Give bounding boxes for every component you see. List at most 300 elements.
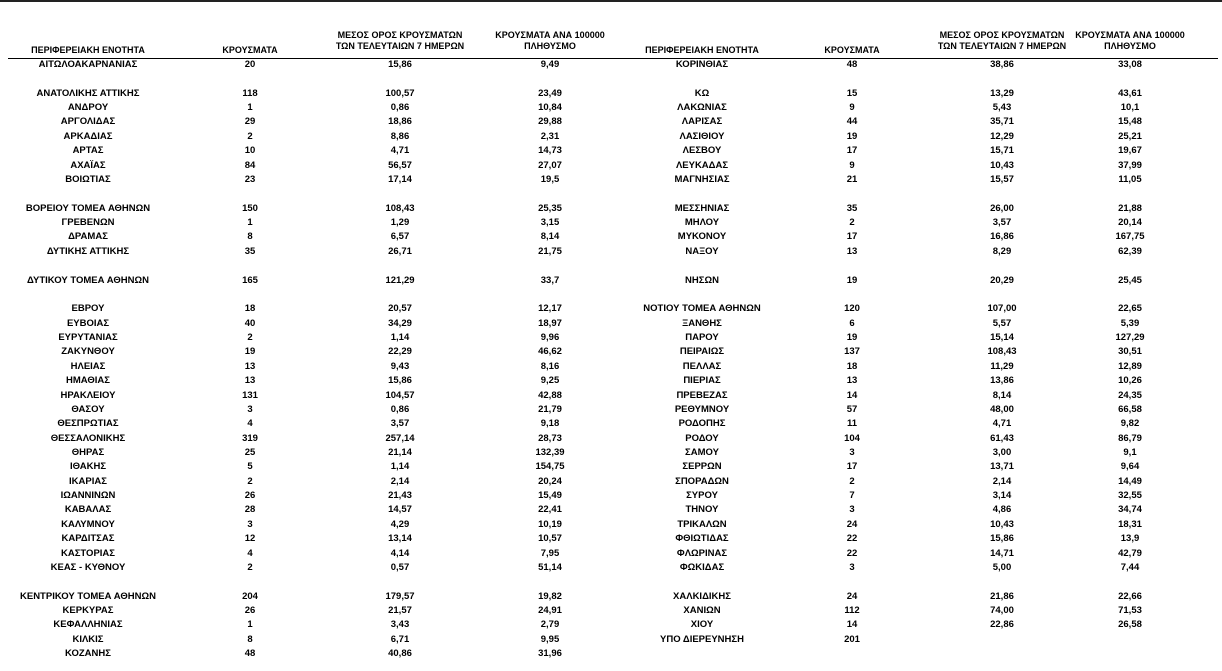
left-row-name — [8, 289, 168, 301]
right-row-per: 34,74 — [1118, 504, 1142, 516]
left-row-cases: 1 — [247, 217, 253, 229]
right-row-per: 30,51 — [1118, 346, 1142, 358]
left-row-cases: 8 — [247, 231, 253, 243]
right-row-cases: 3 — [849, 561, 855, 573]
right-row-name: ΜΑΓΝΗΣΙΑΣ — [674, 173, 730, 185]
right-row-cases: 57 — [846, 403, 858, 415]
right-row-avg: 61,43 — [990, 432, 1014, 444]
left-row-name: ΘΗΡΑΣ — [71, 446, 105, 458]
left-row-per: 10,57 — [538, 533, 562, 545]
right-row-avg: 20,29 — [990, 274, 1014, 286]
right-row-cases: 104 — [844, 432, 860, 444]
left-row-name — [8, 73, 168, 85]
left-row-name: ΒΟΡΕΙΟΥ ΤΟΜΕΑ ΑΘΗΝΩΝ — [25, 202, 151, 214]
left-row-name — [8, 188, 168, 200]
left-row-name — [8, 260, 168, 272]
left-row-name: ΑΙΤΩΛΟΑΚΑΡΝΑΝΙΑΣ — [38, 59, 138, 70]
right-row-cases: 6 — [849, 317, 855, 329]
right-row-per: 21,88 — [1118, 202, 1142, 214]
left-row-avg: 4,14 — [390, 547, 410, 559]
left-row-avg: 179,57 — [385, 590, 415, 602]
right-row-name: ΦΛΩΡΙΝΑΣ — [676, 547, 728, 559]
right-row-per — [1040, 576, 1220, 588]
header-avg7-left-2: ΤΩΝ ΤΕΛΕΥΤΑΙΩΝ 7 ΗΜΕΡΩΝ — [335, 41, 465, 51]
right-row-cases: 3 — [849, 504, 855, 516]
right-row-name: ΧΙΟΥ — [690, 619, 714, 631]
left-row-per: 19,5 — [540, 173, 560, 185]
right-row-avg: 13,29 — [990, 87, 1014, 99]
right-row-avg: 15,57 — [990, 173, 1014, 185]
left-row-per: 46,62 — [538, 346, 562, 358]
right-row-cases: 17 — [846, 145, 858, 157]
right-row-per: 33,08 — [1118, 59, 1142, 70]
left-row-name: ΙΩΑΝΝΙΝΩΝ — [60, 490, 116, 502]
right-row-cases: 17 — [846, 231, 858, 243]
header-per100k-left-1: ΚΡΟΥΣΜΑΤΑ ΑΝΑ 100000 — [495, 30, 605, 40]
left-row-cases: 20 — [244, 59, 256, 70]
right-row-name: ΤΗΝΟΥ — [685, 504, 719, 516]
right-row-cases: 24 — [846, 590, 858, 602]
left-row-cases: 13 — [244, 375, 256, 387]
right-row-name: ΞΑΝΘΗΣ — [682, 317, 722, 329]
right-row-per: 127,29 — [1115, 332, 1145, 344]
right-row-name: ΦΩΚΙΔΑΣ — [679, 561, 725, 573]
right-row-avg: 35,71 — [990, 116, 1014, 128]
left-row-name: ΕΒΡΟΥ — [71, 303, 105, 315]
left-row-name: ΚΕΝΤΡΙΚΟΥ ΤΟΜΕΑ ΑΘΗΝΩΝ — [20, 590, 156, 602]
left-row-name: ΑΡΓΟΛΙΔΑΣ — [60, 116, 116, 128]
left-row-avg: 21,14 — [388, 446, 412, 458]
right-row-name: ΜΥΚΟΝΟΥ — [677, 231, 727, 243]
left-row-avg: 21,57 — [388, 605, 412, 617]
right-row-cases: 17 — [846, 461, 858, 473]
right-row-per: 24,35 — [1118, 389, 1142, 401]
left-row-cases: 28 — [244, 504, 256, 516]
right-row-cases: 15 — [846, 87, 858, 99]
left-row-per: 31,96 — [538, 648, 562, 660]
right-row-per: 11,05 — [1118, 173, 1142, 185]
right-row-cases: 3 — [849, 446, 855, 458]
right-row-per — [1040, 188, 1220, 200]
right-row-avg: 5,57 — [992, 317, 1012, 329]
left-row-avg: 20,57 — [388, 303, 412, 315]
left-row-per: 8,14 — [540, 231, 560, 243]
right-row-avg: 4,71 — [992, 418, 1012, 430]
right-row-per: 37,99 — [1118, 159, 1142, 171]
left-row-per: 21,79 — [538, 403, 562, 415]
header-avg7-right-1: ΜΕΣΟΣ ΟΡΟΣ ΚΡΟΥΣΜΑΤΩΝ — [939, 30, 1065, 40]
right-row-name: ΠΕΛΛΑΣ — [682, 360, 722, 372]
right-row-per: 32,55 — [1118, 490, 1142, 502]
right-row-per — [1040, 634, 1220, 646]
left-row-per: 22,41 — [538, 504, 562, 516]
left-row-per: 9,96 — [540, 332, 560, 344]
left-row-avg: 0,86 — [390, 403, 410, 415]
left-row-cases — [210, 188, 290, 200]
right-row-name — [604, 576, 800, 588]
left-row-name: ΚΕΑΣ - ΚΥΘΝΟΥ — [50, 561, 126, 573]
left-row-cases: 319 — [242, 432, 258, 444]
left-row-cases: 1 — [247, 619, 253, 631]
left-row-name: ΔΥΤΙΚΟΥ ΤΟΜΕΑ ΑΘΗΝΩΝ — [27, 274, 149, 286]
left-row-per: 10,84 — [538, 102, 562, 114]
right-row-name: ΛΑΣΙΘΙΟΥ — [679, 130, 725, 142]
right-row-per: 19,67 — [1118, 145, 1142, 157]
right-row-cases: 19 — [846, 332, 858, 344]
left-row-cases: 12 — [244, 533, 256, 545]
left-row-name: ΘΑΣΟΥ — [71, 403, 105, 415]
right-row-name: ΠΕΙΡΑΙΩΣ — [679, 346, 725, 358]
right-row-name: ΚΩ — [694, 87, 710, 99]
left-row-avg: 26,71 — [388, 245, 412, 257]
right-row-name: ΜΕΣΣΗΝΙΑΣ — [674, 202, 730, 214]
left-row-per: 27,07 — [538, 159, 562, 171]
right-row-per: 12,89 — [1118, 360, 1142, 372]
right-row-name: ΣΠΟΡΑΔΩΝ — [675, 475, 729, 487]
right-row-per: 167,75 — [1115, 231, 1145, 243]
right-row-cases: 13 — [846, 245, 858, 257]
left-row-avg: 100,57 — [385, 87, 415, 99]
right-row-avg: 5,43 — [992, 102, 1012, 114]
right-row-name: ΧΑΝΙΩΝ — [683, 605, 721, 617]
left-row-per: 9,95 — [540, 633, 560, 645]
right-row-per: 10,1 — [1120, 102, 1140, 114]
left-row-cases: 4 — [247, 418, 253, 430]
left-row-avg: 21,43 — [388, 490, 412, 502]
right-row-cases: 14 — [846, 619, 858, 631]
right-row-avg: 12,29 — [990, 130, 1014, 142]
right-row-name — [604, 289, 800, 301]
left-row-avg: 15,86 — [388, 59, 412, 70]
left-row-avg: 56,57 — [388, 159, 412, 171]
left-row-cases: 150 — [242, 202, 258, 214]
left-row-cases: 13 — [244, 360, 256, 372]
left-row-name: ΑΧΑΪΑΣ — [70, 159, 106, 171]
right-row-avg: 48,00 — [990, 403, 1014, 415]
right-row-avg: 5,00 — [992, 561, 1012, 573]
left-row-avg: 6,71 — [390, 633, 410, 645]
right-row-per — [1040, 73, 1220, 85]
left-row-avg: 1,14 — [390, 461, 410, 473]
right-row-per: 71,53 — [1118, 605, 1142, 617]
right-row-cases: 44 — [846, 116, 858, 128]
left-row-per: 12,17 — [538, 303, 562, 315]
left-row-cases: 19 — [244, 346, 256, 358]
right-row-cases: 18 — [846, 360, 858, 372]
left-row-cases: 4 — [247, 547, 253, 559]
right-row-cases: 13 — [846, 375, 858, 387]
left-row-per: 2,79 — [540, 619, 560, 631]
right-row-avg: 13,71 — [990, 461, 1014, 473]
right-row-avg: 38,86 — [990, 59, 1014, 70]
right-row-avg: 13,86 — [990, 375, 1014, 387]
header-cases-left: ΚΡΟΥΣΜΑΤΑ — [222, 45, 278, 55]
left-row-per: 25,35 — [538, 202, 562, 214]
left-row-cases: 40 — [244, 317, 256, 329]
left-row-per: 154,75 — [535, 461, 565, 473]
left-row-name: ΕΥΒΟΙΑΣ — [66, 317, 110, 329]
right-row-cases: 9 — [849, 102, 855, 114]
left-row-per: 20,24 — [538, 475, 562, 487]
right-row-name: ΠΑΡΟΥ — [685, 332, 719, 344]
left-row-name: ΚΕΡΚΥΡΑΣ — [62, 605, 114, 617]
header-region-left: ΠΕΡΙΦΕΡΕΙΑΚΗ ΕΝΟΤΗΤΑ — [31, 45, 145, 55]
left-row-per: 24,91 — [538, 605, 562, 617]
right-row-cases: 21 — [846, 173, 858, 185]
left-row-avg: 6,57 — [390, 231, 410, 243]
left-row-cases: 18 — [244, 303, 256, 315]
right-row-avg: 107,00 — [987, 303, 1017, 315]
right-row-avg: 16,86 — [990, 231, 1014, 243]
left-row-avg: 1,29 — [390, 217, 410, 229]
left-row-name: ΙΚΑΡΙΑΣ — [69, 475, 107, 487]
right-row-per: 22,65 — [1118, 303, 1142, 315]
left-row-cases: 204 — [242, 590, 258, 602]
right-row-cases: 11 — [846, 418, 858, 430]
right-row-avg: 3,57 — [992, 217, 1012, 229]
right-row-name: ΛΕΣΒΟΥ — [682, 145, 722, 157]
right-row-cases: 24 — [846, 518, 858, 530]
right-row-name: ΣΥΡΟΥ — [686, 490, 718, 502]
left-row-name: ΚΑΣΤΟΡΙΑΣ — [61, 547, 115, 559]
right-row-name: ΣΑΜΟΥ — [685, 446, 719, 458]
left-row-per: 42,88 — [538, 389, 562, 401]
left-row-avg: 18,86 — [388, 116, 412, 128]
right-row-per: 13,9 — [1120, 533, 1140, 545]
right-row-name: ΧΑΛΚΙΔΙΚΗΣ — [673, 590, 731, 602]
left-row-per: 21,75 — [538, 245, 562, 257]
left-row-per: 23,49 — [538, 87, 562, 99]
right-row-avg: 26,00 — [990, 202, 1014, 214]
left-row-cases: 2 — [247, 561, 253, 573]
left-row-per: 9,49 — [540, 59, 560, 70]
left-row-avg: 17,14 — [388, 173, 412, 185]
header-region-right: ΠΕΡΙΦΕΡΕΙΑΚΗ ΕΝΟΤΗΤΑ — [645, 45, 759, 55]
right-row-avg: 108,43 — [987, 346, 1017, 358]
left-row-per: 18,97 — [538, 317, 562, 329]
right-row-avg: 15,86 — [990, 533, 1014, 545]
right-row-cases: 2 — [849, 475, 855, 487]
right-row-name: ΤΡΙΚΑΛΩΝ — [677, 518, 727, 530]
right-row-avg: 2,14 — [992, 475, 1012, 487]
left-row-name: ΑΡΤΑΣ — [72, 145, 104, 157]
header-per100k-right-2: ΠΛΗΘΥΣΜΟ — [1104, 41, 1156, 51]
right-row-avg: 15,71 — [990, 145, 1014, 157]
left-row-per: 28,73 — [538, 432, 562, 444]
right-row-per: 20,14 — [1118, 217, 1142, 229]
left-row-cases: 26 — [244, 605, 256, 617]
left-row-cases: 25 — [244, 446, 256, 458]
left-row-name: ΑΝΑΤΟΛΙΚΗΣ ΑΤΤΙΚΗΣ — [36, 87, 140, 99]
right-row-cases: 201 — [844, 633, 860, 645]
left-row-cases: 2 — [247, 475, 253, 487]
header-avg7-left-1: ΜΕΣΟΣ ΟΡΟΣ ΚΡΟΥΣΜΑΤΩΝ — [337, 30, 463, 40]
right-row-cases: 19 — [846, 130, 858, 142]
right-row-per — [1040, 289, 1220, 301]
right-row-avg: 8,29 — [992, 245, 1012, 257]
right-row-per: 10,26 — [1118, 375, 1142, 387]
left-row-per: 51,14 — [538, 561, 562, 573]
left-row-cases: 35 — [244, 245, 256, 257]
right-row-avg: 14,71 — [990, 547, 1014, 559]
left-row-name: ΚΑΒΑΛΑΣ — [64, 504, 112, 516]
right-row-per: 22,66 — [1118, 590, 1142, 602]
left-row-per: 15,49 — [538, 490, 562, 502]
right-row-per: 18,31 — [1118, 518, 1142, 530]
right-row-per: 25,21 — [1118, 130, 1142, 142]
right-row-avg: 22,86 — [990, 619, 1014, 631]
left-row-cases: 2 — [247, 130, 253, 142]
left-row-avg: 22,29 — [388, 346, 412, 358]
left-row-per: 3,15 — [540, 217, 560, 229]
right-row-cases — [812, 188, 892, 200]
right-row-per: 9,64 — [1120, 461, 1140, 473]
right-row-avg: 11,29 — [990, 360, 1014, 372]
right-row-avg: 10,43 — [990, 159, 1014, 171]
left-row-name: ΕΥΡΥΤΑΝΙΑΣ — [58, 332, 118, 344]
left-row-cases: 3 — [247, 518, 253, 530]
left-row-name: ΘΕΣΣΑΛΟΝΙΚΗΣ — [50, 432, 126, 444]
right-row-name: ΦΘΙΩΤΙΔΑΣ — [675, 533, 729, 545]
right-row-cases — [812, 260, 892, 272]
left-row-avg: 4,29 — [390, 518, 410, 530]
right-row-cases — [812, 73, 892, 85]
left-row-cases: 26 — [244, 490, 256, 502]
left-row-avg: 4,71 — [390, 145, 410, 157]
left-row-avg: 40,86 — [388, 648, 412, 660]
left-row-avg: 121,29 — [385, 274, 415, 286]
left-row-avg: 14,57 — [388, 504, 412, 516]
header-avg7-right-2: ΤΩΝ ΤΕΛΕΥΤΑΙΩΝ 7 ΗΜΕΡΩΝ — [937, 41, 1067, 51]
left-row-per: 33,7 — [540, 274, 560, 286]
left-row-cases — [210, 289, 290, 301]
left-row-avg: 257,14 — [385, 432, 415, 444]
left-row-per: 8,16 — [540, 360, 560, 372]
header-per100k-left-2: ΠΛΗΘΥΣΜΟ — [524, 41, 576, 51]
header-cases-right: ΚΡΟΥΣΜΑΤΑ — [824, 45, 880, 55]
right-row-avg: 21,86 — [990, 590, 1014, 602]
right-row-avg: 4,86 — [992, 504, 1012, 516]
left-row-per: 132,39 — [535, 446, 565, 458]
left-row-cases — [210, 73, 290, 85]
right-row-name — [604, 188, 800, 200]
right-row-cases: 19 — [846, 274, 858, 286]
left-row-name: ΗΡΑΚΛΕΙΟΥ — [60, 389, 116, 401]
left-row-cases: 2 — [247, 332, 253, 344]
right-row-avg: 10,43 — [990, 518, 1014, 530]
left-row-name: ΑΡΚΑΔΙΑΣ — [63, 130, 113, 142]
left-row-avg: 1,14 — [390, 332, 410, 344]
right-row-cases: 22 — [846, 533, 858, 545]
left-row-per: 29,88 — [538, 116, 562, 128]
right-row-name: ΝΗΣΩΝ — [685, 274, 719, 286]
left-row-name: ΗΛΕΙΑΣ — [70, 360, 106, 372]
right-row-cases: 137 — [844, 346, 860, 358]
left-row-cases: 5 — [247, 461, 253, 473]
left-row-name: ΒΟΙΩΤΙΑΣ — [65, 173, 111, 185]
left-row-per: 2,31 — [540, 130, 560, 142]
right-row-per: 14,49 — [1118, 475, 1142, 487]
right-row-cases: 48 — [846, 59, 858, 70]
left-row-per: 19,82 — [538, 590, 562, 602]
left-row-name: ΘΕΣΠΡΩΤΙΑΣ — [57, 418, 119, 430]
left-row-cases: 10 — [244, 145, 256, 157]
right-row-per: 5,39 — [1120, 317, 1140, 329]
left-row-name: ΔΥΤΙΚΗΣ ΑΤΤΙΚΗΣ — [46, 245, 130, 257]
right-row-avg: 3,00 — [992, 446, 1012, 458]
left-row-name: ΔΡΑΜΑΣ — [68, 231, 108, 243]
left-row-cases: 23 — [244, 173, 256, 185]
left-row-name: ΙΘΑΚΗΣ — [69, 461, 107, 473]
left-row-avg: 3,43 — [390, 619, 410, 631]
left-row-avg: 9,43 — [390, 360, 410, 372]
right-row-name: ΝΑΞΟΥ — [685, 245, 719, 257]
left-row-name: ΓΡΕΒΕΝΩΝ — [61, 217, 115, 229]
left-row-cases: 3 — [247, 403, 253, 415]
right-row-per: 62,39 — [1118, 245, 1142, 257]
left-row-cases: 131 — [242, 389, 258, 401]
left-row-avg: 108,43 — [385, 202, 415, 214]
right-row-per: 42,79 — [1118, 547, 1142, 559]
right-row-cases: 35 — [846, 202, 858, 214]
right-row-cases: 14 — [846, 389, 858, 401]
right-row-name: ΡΟΔΟΥ — [685, 432, 719, 444]
left-row-cases: 29 — [244, 116, 256, 128]
left-row-avg: 0,57 — [390, 561, 410, 573]
right-row-name: ΣΕΡΡΩΝ — [682, 461, 722, 473]
right-row-per: 25,45 — [1118, 274, 1142, 286]
right-row-avg: 3,14 — [992, 490, 1012, 502]
left-row-cases: 118 — [242, 87, 258, 99]
right-row-avg: 8,14 — [992, 389, 1012, 401]
right-row-name: ΝΟΤΙΟΥ ΤΟΜΕΑ ΑΘΗΝΩΝ — [643, 303, 761, 315]
right-row-cases: 9 — [849, 159, 855, 171]
left-row-avg: 8,86 — [390, 130, 410, 142]
right-row-name: ΚΟΡΙΝΘΙΑΣ — [675, 59, 729, 70]
right-row-cases: 22 — [846, 547, 858, 559]
left-row-avg: 2,14 — [390, 475, 410, 487]
left-row-name: ΚΑΛΥΜΝΟΥ — [61, 518, 115, 530]
left-row-name: ΚΕΦΑΛΛΗΝΙΑΣ — [53, 619, 123, 631]
right-row-cases: 112 — [844, 605, 860, 617]
right-row-name: ΠΙΕΡΙΑΣ — [683, 375, 721, 387]
right-row-per: 15,48 — [1118, 116, 1142, 128]
right-row-per: 26,58 — [1118, 619, 1142, 631]
left-row-avg: 3,57 — [390, 418, 410, 430]
left-row-avg: 0,86 — [390, 102, 410, 114]
right-row-cases: 7 — [849, 490, 855, 502]
header-per100k-right-1: ΚΡΟΥΣΜΑΤΑ ΑΝΑ 100000 — [1075, 30, 1185, 40]
right-row-name: ΛΕΥΚΑΔΑΣ — [675, 159, 729, 171]
right-row-per: 9,82 — [1120, 418, 1140, 430]
right-row-name: ΡΕΘΥΜΝΟΥ — [674, 403, 730, 415]
left-row-name — [8, 576, 168, 588]
right-row-name: ΛΑΡΙΣΑΣ — [681, 116, 723, 128]
left-row-name: ΚΑΡΔΙΤΣΑΣ — [61, 533, 115, 545]
left-row-name: ΑΝΔΡΟΥ — [67, 102, 109, 114]
left-row-cases: 165 — [242, 274, 258, 286]
right-row-name: ΛΑΚΩΝΙΑΣ — [677, 102, 727, 114]
right-row-per: 43,61 — [1118, 87, 1142, 99]
left-row-per: 9,25 — [540, 375, 560, 387]
left-row-name: ΖΑΚΥΝΘΟΥ — [61, 346, 115, 358]
right-row-per: 7,44 — [1120, 561, 1140, 573]
right-row-cases — [812, 576, 892, 588]
left-row-cases — [210, 576, 290, 588]
right-row-avg: 15,14 — [990, 332, 1014, 344]
left-row-cases: 48 — [244, 648, 256, 660]
left-row-name: ΚΙΛΚΙΣ — [72, 633, 104, 645]
